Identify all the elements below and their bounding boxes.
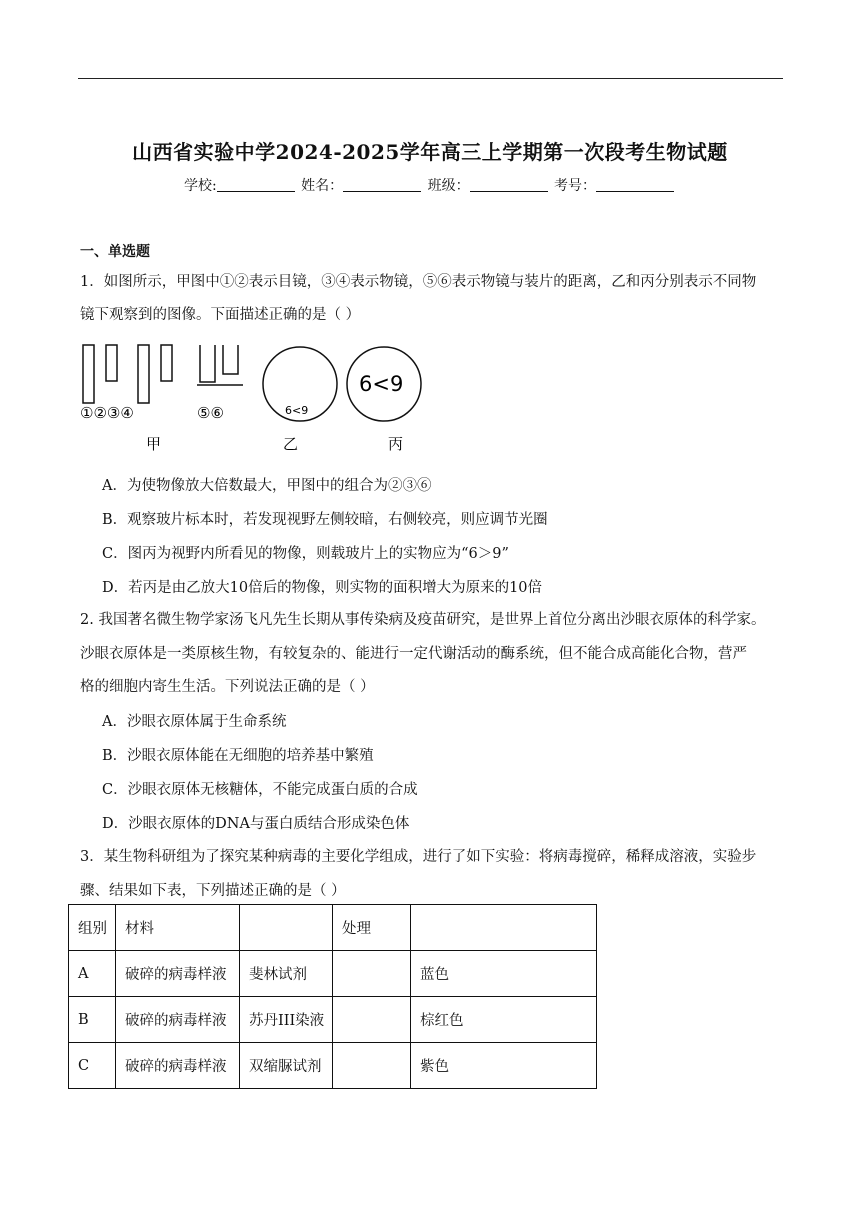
eyepiece-1-shape xyxy=(83,345,94,403)
table-cell: B xyxy=(69,997,116,1043)
table-cell: 紫色 xyxy=(411,1043,597,1089)
table-cell: 破碎的病毒样液 xyxy=(116,951,240,997)
table-header-cell xyxy=(240,905,333,951)
q1-stem-line-2: 镜下观察到的图像。下面描述正确的是（ ） xyxy=(80,307,361,323)
q3-stem-line-2: 骤、结果如下表，下列描述正确的是（ ） xyxy=(80,883,346,899)
table-cell: 双缩脲试剂 xyxy=(240,1043,333,1089)
table-cell: A xyxy=(69,951,116,997)
table-row xyxy=(69,951,597,997)
table-cell: 破碎的病毒样液 xyxy=(116,997,240,1043)
table-cell: 斐林试剂 xyxy=(240,951,333,997)
exam-title: 山西省实验中学2024-2025学年高三上学期第一次段考生物试题 xyxy=(132,140,728,164)
header-rule xyxy=(78,78,783,79)
q1-stem-line-1: 1．如图所示，甲图中①②表示目镜，③④表示物镜，⑤⑥表示物镜与装片的距离，乙和丙分别表示不同物 xyxy=(80,274,757,290)
table-cell: 破碎的病毒样液 xyxy=(116,1043,240,1089)
number-blank[interactable] xyxy=(596,177,674,192)
q1-option-d[interactable]: D．若丙是由乙放大10倍后的物像，则实物的面积增大为原来的10倍 xyxy=(102,580,543,596)
q2-option-d[interactable]: D．沙眼衣原体的DNA与蛋白质结合形成染色体 xyxy=(102,816,410,832)
table-cell xyxy=(333,997,411,1043)
experiment-table xyxy=(68,904,597,1089)
eyepiece-2-shape xyxy=(106,345,117,381)
fig-label-yi: 乙 xyxy=(283,435,299,453)
q3-stem-line-1: 3．某生物科研组为了探究某种病毒的主要化学组成，进行了如下实验：将病毒搅碎，稀释成溶液，实验步 xyxy=(80,849,757,865)
table-cell: 棕红色 xyxy=(411,997,597,1043)
table-cell: C xyxy=(69,1043,116,1089)
view-yi-text: 6<9 xyxy=(285,404,309,417)
table-cell xyxy=(333,1043,411,1089)
q2-stem-line-3: 格的细胞内寄生生活。下列说法正确的是（ ） xyxy=(80,679,375,695)
school-label: 学校: xyxy=(183,178,217,194)
q2-option-a[interactable]: A．沙眼衣原体属于生命系统 xyxy=(102,714,287,730)
fig-nums-b: ⑤⑥ xyxy=(197,404,224,422)
table-header-cell: 材料 xyxy=(116,905,240,951)
section-heading: 一、单选题 xyxy=(80,244,150,260)
student-info-line xyxy=(0,175,860,195)
school-blank[interactable] xyxy=(217,177,295,192)
distance-5-shape xyxy=(200,345,215,382)
fig-label-bing: 丙 xyxy=(388,435,404,453)
name-blank[interactable] xyxy=(343,177,421,192)
class-label: 班级： xyxy=(427,178,470,194)
q1-option-c[interactable]: C．图丙为视野内所看见的物像，则载玻片上的实物应为“6＞9” xyxy=(102,546,509,562)
name-label: 姓名： xyxy=(301,178,344,194)
table-header-cell: 组别 xyxy=(69,905,116,951)
view-bing-text: 6<9 xyxy=(359,372,404,396)
table-cell xyxy=(333,951,411,997)
number-label: 考号： xyxy=(554,178,597,194)
table-row xyxy=(69,997,597,1043)
objective-3-shape xyxy=(138,345,149,403)
fig-label-jia: 甲 xyxy=(146,435,162,453)
q1-option-b[interactable]: B．观察玻片标本时，若发现视野左侧较暗，右侧较亮，则应调节光圈 xyxy=(102,512,548,528)
table-cell: 蓝色 xyxy=(411,951,597,997)
table-header-cell xyxy=(411,905,597,951)
table-row xyxy=(69,1043,597,1089)
q2-stem-line-2: 沙眼衣原体是一类原核生物，有较复杂的、能进行一定代谢活动的酶系统，但不能合成高能化合物，营严 xyxy=(80,646,747,662)
q2-stem-line-1: 2. 我国著名微生物学家汤飞凡先生长期从事传染病及疫苗研究，是世界上首位分离出沙眼衣原体的科学家。 xyxy=(80,612,766,628)
fig-nums-a: ①②③④ xyxy=(80,404,134,422)
class-blank[interactable] xyxy=(470,177,548,192)
table-header-row xyxy=(69,905,597,951)
objective-4-shape xyxy=(161,345,172,381)
q1-option-a[interactable]: A．为使物像放大倍数最大，甲图中的组合为②③⑥ xyxy=(102,478,432,494)
distance-6-shape xyxy=(223,345,238,374)
table-cell: 苏丹III染液 xyxy=(240,997,333,1043)
microscope-figure xyxy=(78,338,428,458)
q2-option-b[interactable]: B．沙眼衣原体能在无细胞的培养基中繁殖 xyxy=(102,748,374,764)
table-header-cell: 处理 xyxy=(333,905,411,951)
q2-option-c[interactable]: C．沙眼衣原体无核糖体，不能完成蛋白质的合成 xyxy=(102,782,418,798)
